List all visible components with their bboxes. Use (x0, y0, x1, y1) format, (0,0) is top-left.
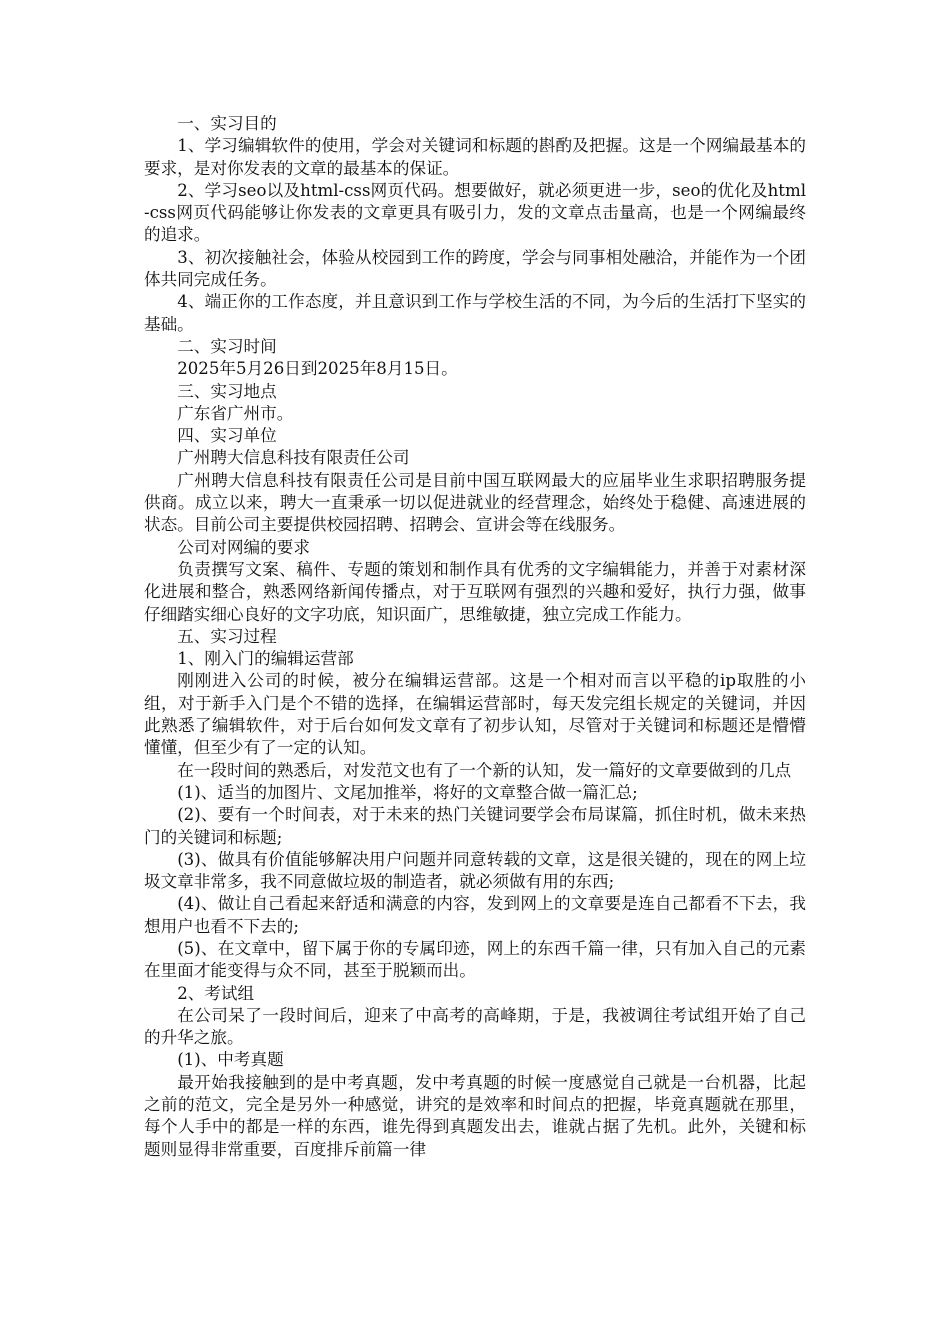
list-item: (5)、在文章中，留下属于你的专属印迹，网上的东西千篇一律，只有加入自己的元素在里面才能变得与众不同，甚至于脱颖而出。 (144, 938, 806, 981)
paragraph: 在一段时间的熟悉后，对发范文也有了一个新的认知，发一篇好的文章要做到的几点 (177, 760, 792, 780)
paragraph: 负责撰写文案、稿件、专题的策划和制作具有优秀的文字编辑能力，并善于对素材深化进展和整合，熟悉网络新闻传播点，对于互联网有强烈的兴趣和爱好，执行力强，做事仔细踏实细心良好的文字功底，知识面广，思维敏捷，独立完成工作能力。 (144, 559, 806, 624)
section-heading: 一、实习目的 (177, 114, 277, 133)
list-item: (2)、要有一个时间表，对于未来的热门关键词要学会布局谋篇，抓住时机，做未来热门的关键词和标题; (144, 805, 806, 847)
subsection-heading: (1)、中考真题 (177, 1050, 284, 1070)
section-heading: 二、实习时间 (177, 336, 277, 356)
paragraph: 刚刚进入公司的时候，被分在编辑运营部。这是一个相对而言以平稳的ip取胜的小组，对于新手入门是个不错的选择，在编辑运营部时，每天发完组长规定的关键词，并因此熟悉了编辑软件，对于后台如何发文章有了初步认知，尽管对于关键词和标题还是懵懵懂懂，但至少有了一定的认知。 (144, 671, 806, 758)
paragraph: 4、端正你的工作态度，并且意识到工作与学校生活的不同，为今后的生活打下坚实的基础。 (144, 292, 806, 334)
paragraph: 2、学习seo以及html-css网页代码。想要做好，就必须更进一步，seo的优化及html-css网页代码能够让你发表的文章更具有吸引力，发的文章点击量高，也是一个网编最终的追求。 (144, 180, 806, 245)
list-item: (1)、适当的加图片、文尾加推举，将好的文章整合做一篇汇总; (177, 782, 638, 802)
subsection-heading: 2、考试组 (177, 983, 255, 1003)
paragraph: 最开始我接触到的是中考真题，发中考真题的时候一度感觉自己就是一台机器，比起之前的范文，完全是另外一种感觉，讲究的是效率和时间点的把握，毕竟真题就在那里，每个人手中的都是一样的东西，谁先得到真题发出去，谁就占据了先机。此外，关键和标题则显得非常重要，百度排斥前篇一律 (144, 1072, 806, 1159)
paragraph: 2025年5月26日到2025年8月15日。 (177, 359, 458, 379)
paragraph: 3、初次接触社会，体验从校园到工作的跨度，学会与同事相处融洽，并能作为一个团体共同完成任务。 (144, 247, 806, 290)
paragraph: 1、学习编辑软件的使用，学会对关键词和标题的斟酌及把握。这是一个网编最基本的要求，是对你发表的文章的最基本的保证。 (144, 136, 806, 178)
list-item: (3)、做具有价值能够解决用户问题并同意转载的文章，这是很关键的，现在的网上垃圾文章非常多，我不同意做垃圾的制造者，就必须做有用的东西; (144, 849, 806, 892)
section-heading: 五、实习过程 (177, 626, 277, 646)
list-item: (4)、做让自己看起来舒适和满意的内容，发到网上的文章要是连自己都看不下去，我想用户也看不下去的; (144, 894, 806, 936)
paragraph: 广东省广州市。 (177, 403, 294, 423)
section-heading: 四、实习单位 (177, 426, 277, 446)
section-heading: 三、实习地点 (177, 381, 277, 401)
document-body (144, 113, 806, 1161)
paragraph: 广州聘大信息科技有限责任公司是目前中国互联网最大的应届毕业生求职招聘服务提供商。成立以来，聘大一直秉承一切以促进就业的经营理念，始终处于稳健、高速进展的状态。目前公司主要提供校园招聘、招聘会、宣讲会等在线服务。 (144, 470, 806, 535)
paragraph: 在公司呆了一段时间后，迎来了中高考的高峰期，于是，我被调往考试组开始了自己的升华之旅。 (144, 1005, 806, 1048)
subsection-heading: 1、刚入门的编辑运营部 (177, 649, 354, 669)
paragraph: 广州聘大信息科技有限责任公司 (177, 448, 410, 468)
section-heading: 公司对网编的要求 (177, 537, 310, 557)
